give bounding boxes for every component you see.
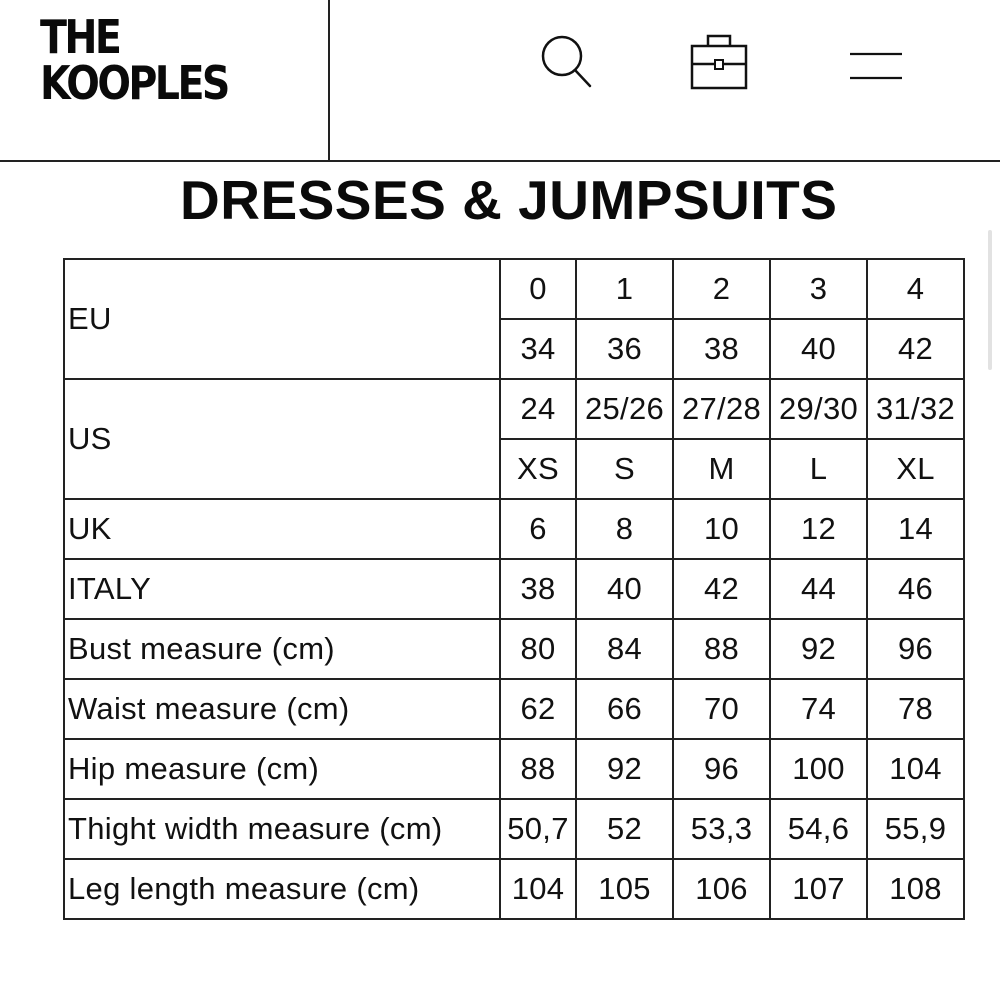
table-cell: 108 — [867, 859, 964, 919]
table-cell: 62 — [500, 679, 576, 739]
table-cell: 100 — [770, 739, 867, 799]
logo-line-2: KOOPLES — [40, 56, 228, 110]
table-cell: 42 — [867, 319, 964, 379]
table-cell: 44 — [770, 559, 867, 619]
table-cell: 50,7 — [500, 799, 576, 859]
logo-line-1: THE — [40, 10, 120, 64]
table-cell: 105 — [576, 859, 673, 919]
table-row-italy — [64, 559, 964, 619]
table-cell: 46 — [867, 559, 964, 619]
header-divider — [328, 0, 330, 160]
table-cell: 106 — [673, 859, 770, 919]
table-cell: L — [770, 439, 867, 499]
row-label: Thight width measure (cm) — [64, 799, 500, 859]
row-label: UK — [64, 499, 500, 559]
size-chart-table — [63, 258, 965, 920]
table-cell: XS — [500, 439, 576, 499]
table-cell: 84 — [576, 619, 673, 679]
scrollbar[interactable] — [988, 230, 992, 370]
table-cell: 38 — [673, 319, 770, 379]
table-cell: 78 — [867, 679, 964, 739]
table-cell: 66 — [576, 679, 673, 739]
table-cell: 42 — [673, 559, 770, 619]
row-label: Waist measure (cm) — [64, 679, 500, 739]
table-row-leg — [64, 859, 964, 919]
table-cell: 3 — [770, 259, 867, 319]
page-title: DRESSES & JUMPSUITS — [180, 169, 838, 231]
table-cell: 92 — [770, 619, 867, 679]
table-cell: 40 — [770, 319, 867, 379]
table-cell: 96 — [673, 739, 770, 799]
table-cell: 107 — [770, 859, 867, 919]
table-cell: 31/32 — [867, 379, 964, 439]
table-cell: 38 — [500, 559, 576, 619]
table-cell: 29/30 — [770, 379, 867, 439]
row-label-us: US — [64, 379, 500, 499]
table-cell: 10 — [673, 499, 770, 559]
table-cell: 0 — [500, 259, 576, 319]
table-cell: 104 — [867, 739, 964, 799]
table-cell: 96 — [867, 619, 964, 679]
table-cell: S — [576, 439, 673, 499]
table-cell: 88 — [673, 619, 770, 679]
table-row-hip — [64, 739, 964, 799]
bag-icon[interactable] — [688, 30, 750, 92]
table-cell: M — [673, 439, 770, 499]
brand-logo[interactable] — [40, 10, 228, 110]
table-cell: 53,3 — [673, 799, 770, 859]
table-row-thigh — [64, 799, 964, 859]
table-cell: 34 — [500, 319, 576, 379]
table-cell: 74 — [770, 679, 867, 739]
table-cell: 25/26 — [576, 379, 673, 439]
table-cell: 24 — [500, 379, 576, 439]
table-cell: 6 — [500, 499, 576, 559]
table-cell: 40 — [576, 559, 673, 619]
row-label-eu: EU — [64, 259, 500, 379]
table-cell: XL — [867, 439, 964, 499]
row-label: Leg length measure (cm) — [64, 859, 500, 919]
table-cell: 55,9 — [867, 799, 964, 859]
table-row-eu — [64, 259, 964, 319]
table-cell: 104 — [500, 859, 576, 919]
table-cell: 36 — [576, 319, 673, 379]
table-row-uk — [64, 499, 964, 559]
table-cell: 2 — [673, 259, 770, 319]
row-label: Bust measure (cm) — [64, 619, 500, 679]
menu-icon[interactable] — [848, 48, 904, 84]
table-cell: 4 — [867, 259, 964, 319]
table-row-us — [64, 379, 964, 439]
table-cell: 14 — [867, 499, 964, 559]
search-icon[interactable] — [538, 32, 594, 90]
table-cell: 12 — [770, 499, 867, 559]
row-label: Hip measure (cm) — [64, 739, 500, 799]
table-cell: 92 — [576, 739, 673, 799]
table-cell: 52 — [576, 799, 673, 859]
table-row-waist — [64, 679, 964, 739]
table-cell: 70 — [673, 679, 770, 739]
header-bottom-border — [0, 160, 1000, 162]
table-row-bust — [64, 619, 964, 679]
table-cell: 1 — [576, 259, 673, 319]
table-cell: 54,6 — [770, 799, 867, 859]
header — [0, 0, 1000, 162]
row-label: ITALY — [64, 559, 500, 619]
table-cell: 27/28 — [673, 379, 770, 439]
table-cell: 80 — [500, 619, 576, 679]
table-cell: 8 — [576, 499, 673, 559]
table-cell: 88 — [500, 739, 576, 799]
